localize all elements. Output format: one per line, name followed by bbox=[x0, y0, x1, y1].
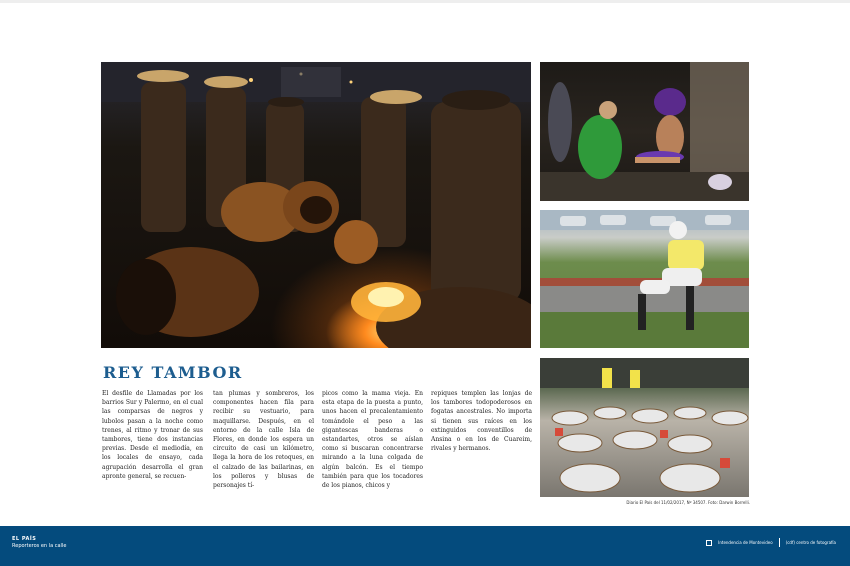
municipality-logo-icon bbox=[706, 540, 712, 546]
footer-section: Reporteros en la calle bbox=[12, 543, 67, 549]
article-column-4: repiques templen las lonjas de los tambores todopoderosos en fogatas ancestrales. No importa si tienen sus raíces en los extinguidos conventillos de Ansina o en los de Cuareim, rivales y hermanos. bbox=[431, 390, 532, 453]
drums-ensemble-photo bbox=[540, 358, 749, 497]
footer-bar bbox=[0, 526, 850, 566]
carnival-dancer-photo bbox=[540, 62, 749, 201]
municipality-logo-text: Intendencia de Montevideo bbox=[718, 540, 773, 545]
article-column-1: El desfile de Llamadas por los barrios Sur y Palermo, en el cual las comparsas de negros y lubolos pasan a la noche como trenes, al ritmo y tronar de sus tambores, tiene dos instancias previas. Desde el mediodía, en los locales de ensayo, cada agrupación desarrolla el gran apronte general, se recuen- bbox=[102, 390, 203, 480]
masked-performer-photo bbox=[540, 210, 749, 348]
footer-brand: EL PAÍS bbox=[12, 536, 37, 542]
article-column-2: tan plumas y sombreros, los componentes hacen fila para recibir su vestuario, para maquillarse. Después, en el entorno de la calle Isla de Flores, en donde los espera un circuito de casi un kilómetro, llega la hora de los retoques, en el calzado de las bailarinas, en los polleros y blusas de personajes tí- bbox=[213, 390, 314, 490]
footer-branding bbox=[12, 536, 66, 549]
photo-credit: Diario El País del 11/02/2017, Nº 34507. Foto: Darwin Borrelli. bbox=[626, 500, 750, 505]
drummers-fire-photo bbox=[101, 62, 531, 348]
article-title: REY TAMBOR bbox=[103, 363, 243, 382]
article-column-3: picos como la mama vieja. En esta etapa de la puesta a punto, unos hacen el precalentamiento tomándole el peso a las gigantescas banderas o estandartes, otros se aíslan como si buscaran concentrarse mirando a la luna colgada de algún balcón. Es el tiempo también para que los tocadores de los pianos, chicos y bbox=[322, 390, 423, 490]
cdf-logo-text: (cdf) centro de fotografía bbox=[785, 540, 836, 545]
footer-logos bbox=[706, 538, 836, 547]
top-border bbox=[0, 0, 850, 3]
logo-divider bbox=[779, 538, 780, 547]
